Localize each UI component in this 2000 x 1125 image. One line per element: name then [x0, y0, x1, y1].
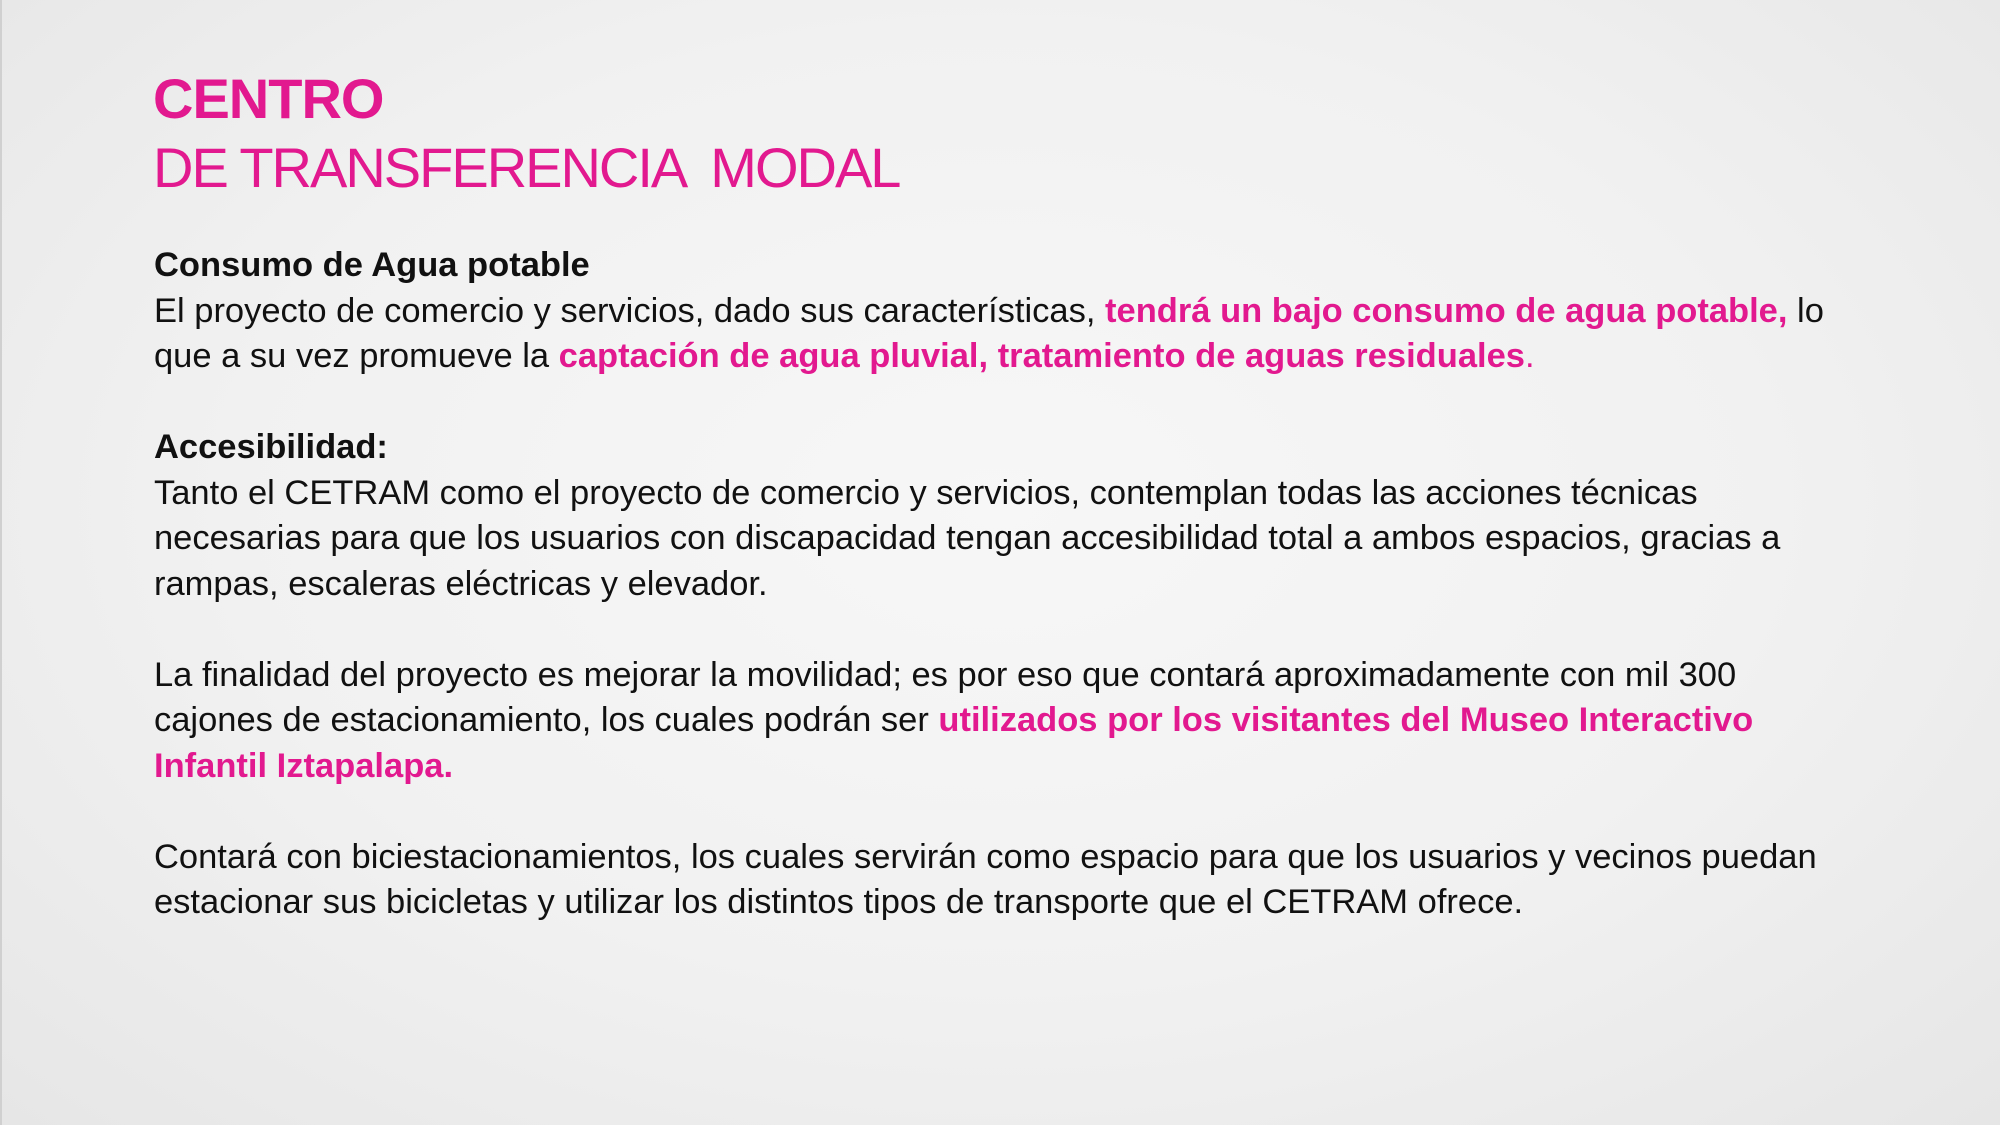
slide-body — [154, 243, 1834, 926]
slide-subtitle: DE TRANSFERENCIA MODAL — [153, 136, 900, 199]
section-heading-accesibilidad: Accesibilidad: — [154, 428, 388, 466]
section-movilidad — [154, 653, 1834, 790]
agua-text-1: El proyecto de comercio y servicios, dado sus características, — [154, 291, 1106, 330]
slide-title: CENTRO — [153, 67, 384, 130]
agua-highlight-1: tendrá un bajo consumo de agua potable, — [1105, 291, 1788, 330]
section-bicis — [154, 835, 1834, 926]
section-accesibilidad — [154, 425, 1834, 607]
agua-text-3: . — [1524, 337, 1535, 375]
section-heading-agua: Consumo de Agua potable — [154, 246, 590, 284]
agua-highlight-2: captación de agua pluvial, tratamiento de aguas residuales — [558, 337, 1525, 375]
section-agua — [154, 243, 1834, 380]
accesibilidad-text: Tanto el CETRAM como el proyecto de comercio y servicios, contemplan todas las acciones técnicas necesarias para que los usuarios con discapacidad tengan accesibilidad total a ambos espacios, gracias a rampas, escaleras eléctricas y elevador. — [154, 473, 1781, 603]
movilidad-highlight: utilizados por los visitantes del Museo Interactivo Infantil Iztapalapa. — [154, 701, 1754, 785]
movilidad-text: La finalidad del proyecto es mejorar la movilidad; es por eso que contará aproximadamente con mil 300 cajones de estacionamiento, los cuales podrán ser — [154, 655, 1737, 739]
bicis-text: Contará con biciestacionamientos, los cuales servirán como espacio para que los usuarios y vecinos puedan estacionar sus bicicletas y utilizar los distintos tipos de transporte que el CETRAM ofrece. — [154, 837, 1817, 921]
agua-text-2: lo que a su vez promueve la — [154, 291, 1824, 375]
